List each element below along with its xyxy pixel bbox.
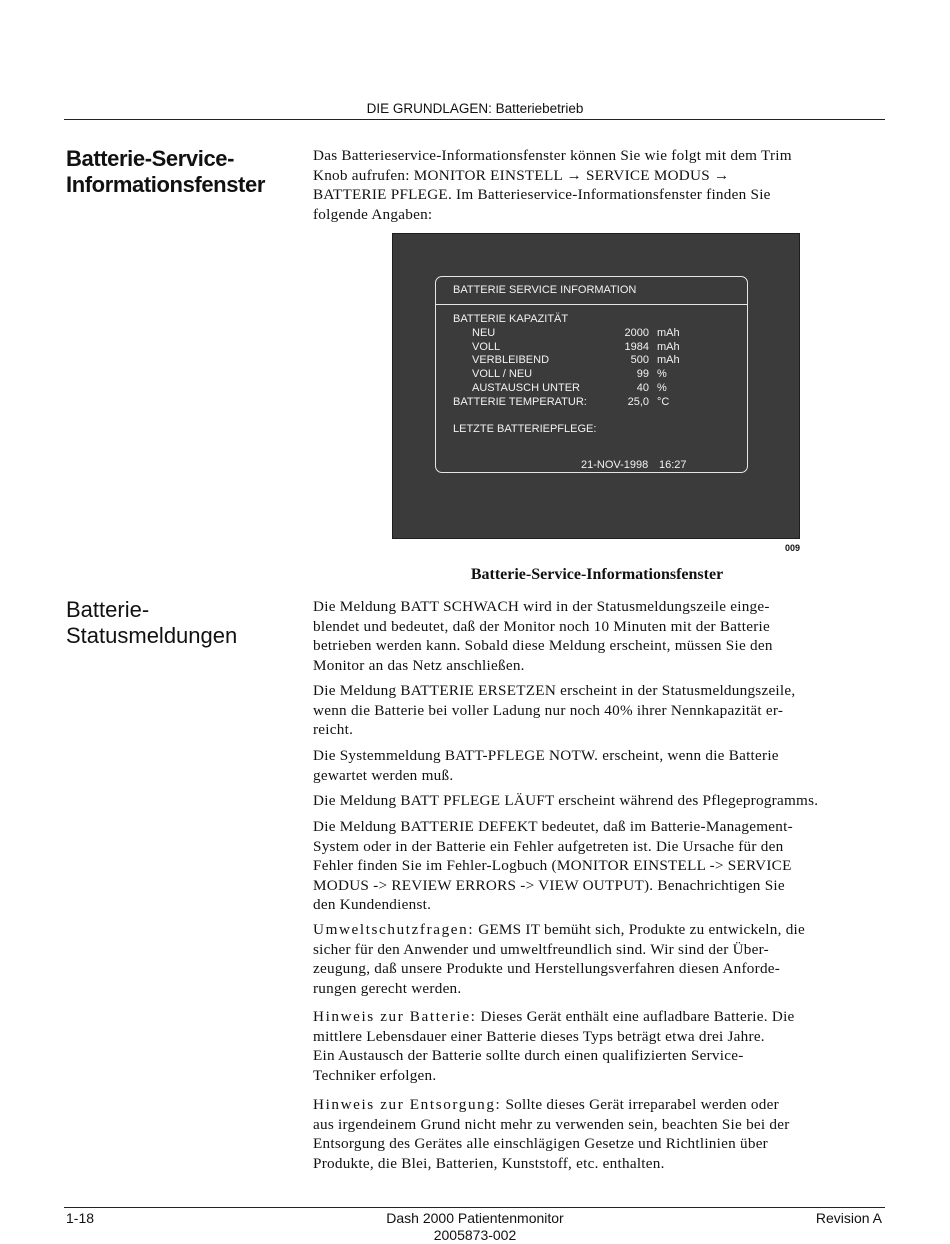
capacity-row-unit: % [657,368,667,380]
paragraph-line: aus irgendeinem Grund nicht mehr zu verwenden sein, beachten Sie bei der [313,1115,790,1133]
intro-line: BATTERIE PFLEGE. Im Batterieservice-Informationsfenster finden Sie [313,186,771,203]
note-text: GEMS IT bemüht sich, Produkte zu entwickeln, die [474,921,805,938]
status-paragraph [313,791,888,811]
paragraph-line: Techniker erfolgen. [313,1066,437,1084]
paragraph-line: Produkte, die Blei, Batterien, Kunststoff, etc. enthalten. [313,1154,665,1172]
capacity-row-value: 40 [636,382,649,394]
capacity-row-label: VOLL [472,341,501,353]
note-text: Sollte dieses Gerät irreparabel werden oder [501,1096,779,1113]
capacity-row-value: 99 [636,368,649,380]
window-title: BATTERIE SERVICE INFORMATION [453,284,637,296]
capacity-row-value: 2000 [624,327,649,339]
paragraph-line [313,1095,888,1115]
capacity-row-label: VOLL / NEU [472,368,533,380]
paragraph-line [313,920,888,940]
battery-note [313,1007,888,1085]
paragraph-line: gewartet werden muß. [313,766,454,784]
paragraph-line: blendet und bedeutet, daß der Monitor noch 10 Minuten mit der Batterie [313,617,770,635]
figure-caption: Batterie-Service-Informationsfenster [470,566,724,583]
product-name: Dash 2000 Patientenmonitor [386,1210,564,1226]
temperature-value: 25,0 [627,396,649,408]
paragraph-line: Monitor an das Netz anschließen. [313,656,525,674]
revision-label: Revision A [815,1210,882,1226]
capacity-row-unit: mAh [657,354,680,366]
paragraph-line: Die Meldung BATTERIE DEFEKT bedeutet, daß im Batterie-Management- [313,818,793,835]
note-lead: Hinweis zur Batterie: [313,1008,477,1025]
paragraph-line: Fehler finden Sie im Fehler-Logbuch (MONITOR EINSTELL -> SERVICE [313,857,792,874]
paragraph-line: sicher für den Anwender und umweltfreundlich sind. Wir sind der Über- [313,940,769,958]
capacity-row-unit: % [657,382,667,394]
note-lead: Hinweis zur Entsorgung: [313,1096,502,1113]
footer-divider [64,1207,885,1208]
paragraph-line: Die Meldung BATT PFLEGE LÄUFT erscheint während des Pflegeprogramms. [313,792,819,809]
last-maintenance-time: 16:27 [659,459,687,471]
paragraph-line: zeugung, daß unsere Produkte und Herstellungsverfahren diesen Anforde- [313,960,781,977]
section-heading-battery-status: Batterie- Statusmeldungen [66,597,238,648]
last-maintenance-date: 21-NOV-1998 [581,459,649,471]
capacity-row-label: VERBLEIBEND [472,354,550,366]
status-paragraph [313,681,888,740]
environment-note [313,920,888,998]
capacity-row-unit: mAh [657,341,680,353]
paragraph-line: MODUS -> REVIEW ERRORS -> VIEW OUTPUT). Benachrichtigen Sie [313,876,785,894]
last-maintenance-label: LETZTE BATTERIEPFLEGE: [453,423,597,435]
window-title-divider [436,304,747,305]
disposal-note [313,1095,888,1173]
capacity-row-unit: mAh [657,327,680,339]
status-paragraph [313,746,888,785]
paragraph-line: Die Meldung BATTERIE ERSETZEN erscheint in der Statusmeldungszeile, [313,682,796,699]
paragraph-line: mittlere Lebensdauer einer Batterie dieses Typs beträgt etwa drei Jahre. [313,1027,765,1045]
paragraph-line: System oder in der Batterie ein Fehler aufgetreten ist. Die Ursache für den [313,837,784,855]
capacity-row-label: NEU [472,327,496,339]
paragraph-line: Ein Austausch der Batterie sollte durch einen qualifizierten Service- [313,1047,744,1064]
intro-paragraph [313,146,888,224]
status-paragraph [313,597,888,675]
paragraph-line: Entsorgung des Gerätes alle einschlägigen Gesetze und Richtlinien über [313,1135,768,1152]
paragraph-line: reicht. [313,721,354,738]
header-divider [64,119,885,120]
status-paragraph [313,817,888,915]
page-number: 1-18 [66,1210,95,1226]
note-text: Dieses Gerät enthält eine aufladbare Batterie. Die [476,1008,795,1025]
intro-line: Das Batterieservice-Informationsfenster können Sie wie folgt mit dem Trim [313,147,792,164]
capacity-label: BATTERIE KAPAZITÄT [453,313,569,325]
paragraph-line: rungen gerecht werden. [313,979,462,997]
figure-number: 009 [784,543,800,553]
intro-line: Knob aufrufen: MONITOR EINSTELL → SERVICE MODUS → [313,166,730,184]
temperature-label: BATTERIE TEMPERATUR: [453,396,587,408]
document-number: 2005873-002 [433,1227,517,1243]
footer-product [0,1210,950,1244]
paragraph-line: wenn die Batterie bei voller Ladung nur noch 40% ihrer Nennkapazität er- [313,701,784,719]
paragraph-line [313,1007,888,1027]
paragraph-line: Die Systemmeldung BATT-PFLEGE NOTW. erscheint, wenn die Batterie [313,747,779,764]
capacity-row-label: AUSTAUSCH UNTER [472,382,580,394]
temperature-unit: °C [657,396,670,408]
capacity-row-value: 500 [630,354,649,366]
capacity-row-value: 1984 [624,341,649,353]
intro-line: folgende Angaben: [313,205,433,223]
section-heading-battery-service: Batterie-Service- Informationsfenster [66,146,265,197]
paragraph-line: Die Meldung BATT SCHWACH wird in der Statusmeldungszeile einge- [313,598,770,615]
note-lead: Umweltschutzfragen: [313,921,475,938]
paragraph-line: den Kundendienst. [313,896,432,913]
paragraph-line: betrieben werden kann. Sobald diese Meldung erscheint, müssen Sie den [313,637,773,654]
page-header-title: DIE GRUNDLAGEN: Batteriebetrieb [366,101,584,116]
